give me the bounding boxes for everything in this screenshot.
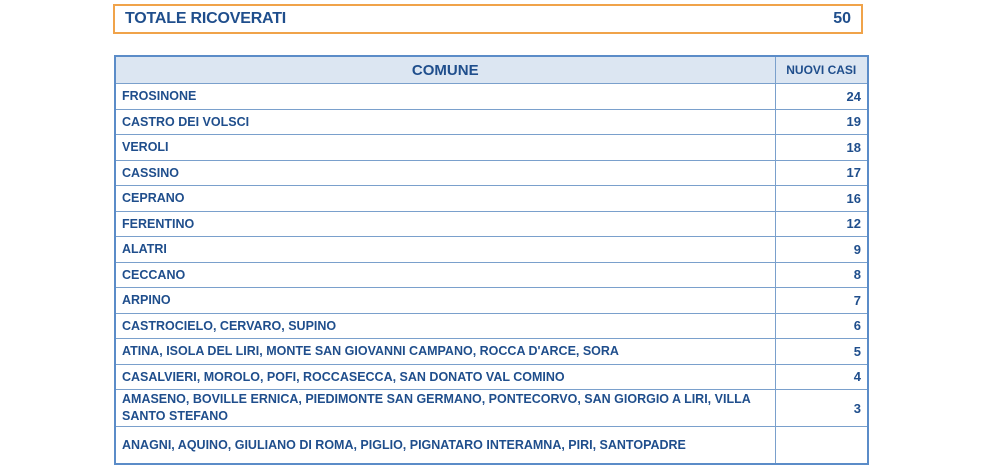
casi-cell: 5 xyxy=(775,339,868,365)
table-header-row xyxy=(115,56,868,84)
casi-cell: 8 xyxy=(775,262,868,288)
comune-cell: ALATRI xyxy=(115,237,775,263)
table-row xyxy=(115,288,868,314)
casi-cell: 12 xyxy=(775,211,868,237)
comune-cell: ANAGNI, AQUINO, GIULIANO DI ROMA, PIGLIO, PIGNATARO INTERAMNA, PIRI, SANTOPADRE xyxy=(115,427,775,465)
totale-ricoverati-label: TOTALE RICOVERATI xyxy=(125,10,287,27)
comune-cell: FERENTINO xyxy=(115,211,775,237)
table-row xyxy=(115,364,868,390)
casi-cell: 6 xyxy=(775,313,868,339)
comune-cell: AMASENO, BOVILLE ERNICA, PIEDIMONTE SAN GERMANO, PONTECORVO, SAN GIORGIO A LIRI, VILLA SANTO STEFANO xyxy=(115,390,775,427)
totale-ricoverati-value: 50 xyxy=(833,10,851,27)
table-row xyxy=(115,427,868,465)
table-row xyxy=(115,339,868,365)
casi-cell: 4 xyxy=(775,364,868,390)
casi-cell: 3 xyxy=(775,390,868,427)
casi-cell: 7 xyxy=(775,288,868,314)
table-row xyxy=(115,135,868,161)
totale-ricoverati-box xyxy=(113,4,863,34)
table-row xyxy=(115,84,868,110)
comune-cell: CECCANO xyxy=(115,262,775,288)
comune-cell: CEPRANO xyxy=(115,186,775,212)
header-comune: COMUNE xyxy=(115,56,775,84)
casi-cell: 19 xyxy=(775,109,868,135)
comune-cell: ARPINO xyxy=(115,288,775,314)
comune-cell: CASALVIERI, MOROLO, POFI, ROCCASECCA, SAN DONATO VAL COMINO xyxy=(115,364,775,390)
comune-cell: FROSINONE xyxy=(115,84,775,110)
table-row xyxy=(115,262,868,288)
casi-cell: 18 xyxy=(775,135,868,161)
comune-cell: CASTRO DEI VOLSCI xyxy=(115,109,775,135)
header-nuovi-casi: NUOVI CASI xyxy=(775,56,868,84)
comune-cell: CASSINO xyxy=(115,160,775,186)
comune-cell: CASTROCIELO, CERVARO, SUPINO xyxy=(115,313,775,339)
table-row xyxy=(115,211,868,237)
casi-cell: 17 xyxy=(775,160,868,186)
table-row xyxy=(115,160,868,186)
table-row xyxy=(115,109,868,135)
comune-cell: VEROLI xyxy=(115,135,775,161)
table-row xyxy=(115,237,868,263)
casi-cell: 16 xyxy=(775,186,868,212)
table-row xyxy=(115,313,868,339)
cases-table xyxy=(114,55,869,465)
casi-cell: 9 xyxy=(775,237,868,263)
casi-cell: 24 xyxy=(775,84,868,110)
casi-cell xyxy=(775,427,868,465)
table-row xyxy=(115,390,868,427)
table-row xyxy=(115,186,868,212)
cases-table-container xyxy=(114,55,867,465)
comune-cell: ATINA, ISOLA DEL LIRI, MONTE SAN GIOVANNI CAMPANO, ROCCA D'ARCE, SORA xyxy=(115,339,775,365)
